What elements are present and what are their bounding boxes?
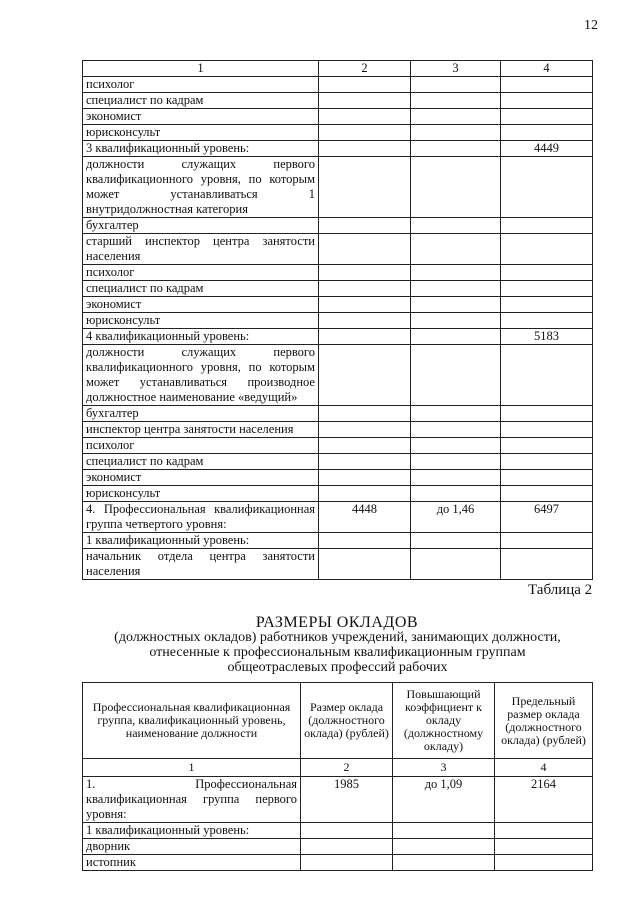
row-salary [319,406,411,422]
row-max-salary [501,422,593,438]
row-coefficient [393,823,495,839]
row-coefficient [411,157,501,218]
row-name: психолог [83,438,319,454]
row-salary [319,438,411,454]
row-max-salary [501,109,593,125]
table-body [83,777,593,871]
row-max-salary [501,533,593,549]
row-max-salary [501,345,593,406]
row-coefficient: до 1,46 [411,502,501,533]
table-row [83,265,593,281]
row-salary [319,470,411,486]
row-name: экономист [83,297,319,313]
table-row [83,502,593,533]
row-coefficient [411,77,501,93]
column-number-1: 1 [83,61,319,77]
row-max-salary [501,281,593,297]
row-salary [319,486,411,502]
header-max-salary: Предельный размер оклада (должностного оклада) (рублей) [495,683,593,759]
row-name: юрисконсульт [83,125,319,141]
row-max-salary [495,823,593,839]
row-coefficient [411,125,501,141]
row-name: 1 квалификационный уровень: [83,533,319,549]
row-max-salary [501,234,593,265]
table-row [83,157,593,218]
row-salary [319,77,411,93]
row-max-salary [501,454,593,470]
section-title: РАЗМЕРЫ ОКЛАДОВ [255,614,419,631]
row-coefficient [411,329,501,345]
row-name: бухгалтер [83,406,319,422]
row-coefficient [411,109,501,125]
row-name: юрисконсульт [83,486,319,502]
row-name: 1 квалификационный уровень: [83,823,301,839]
row-coefficient [411,281,501,297]
row-name: 4 квалификационный уровень: [83,329,319,345]
row-name: начальник отдела центра занятости населения [83,549,319,580]
table-row [83,313,593,329]
row-name: истопник [83,855,301,871]
table-row [83,281,593,297]
row-max-salary [501,486,593,502]
row-salary [319,93,411,109]
row-name: экономист [83,470,319,486]
table-row [83,345,593,406]
table-row [83,470,593,486]
row-name: дворник [83,839,301,855]
row-name: специалист по кадрам [83,281,319,297]
row-name: психолог [83,77,319,93]
row-salary [319,218,411,234]
row-salary [319,454,411,470]
row-salary [319,109,411,125]
row-salary [301,839,393,855]
column-number-1: 1 [83,759,301,777]
section-subtitle: (должностных окладов) работников учреждений, занимающих должности, отнесенные к профессиональным квалификационным группам общеотраслевых профессий рабочих [114,630,561,675]
row-name: инспектор центра занятости населения [83,422,319,438]
row-max-salary [501,265,593,281]
table-row [83,141,593,157]
row-salary [319,533,411,549]
row-salary [301,855,393,871]
row-max-salary: 6497 [501,502,593,533]
row-salary [319,234,411,265]
header-qualification-group: Профессиональная квалификационная группа, квалификационный уровень, наименование должности [83,683,301,759]
row-max-salary [501,438,593,454]
row-salary [319,549,411,580]
row-coefficient [411,438,501,454]
row-name: экономист [83,109,319,125]
table-row [83,549,593,580]
row-max-salary: 2164 [495,777,593,823]
column-number-4: 4 [501,61,593,77]
row-salary: 1985 [301,777,393,823]
row-coefficient [411,454,501,470]
row-coefficient [411,297,501,313]
row-max-salary [501,218,593,234]
row-coefficient [411,234,501,265]
page-number: 12 [584,18,598,33]
row-max-salary [501,93,593,109]
row-name: 1. Профессиональная квалификационная группа первого уровня: [83,777,301,823]
row-coefficient [411,470,501,486]
header-salary: Размер оклада (должностного оклада) (рублей) [301,683,393,759]
row-name: старший инспектор центра занятости населения [83,234,319,265]
row-max-salary [495,855,593,871]
row-coefficient [411,533,501,549]
column-number-2: 2 [301,759,393,777]
header-coefficient: Повышающий коэффициент к окладу (должностному окладу) [393,683,495,759]
row-salary [319,345,411,406]
row-name: психолог [83,265,319,281]
row-coefficient [393,839,495,855]
row-salary [319,157,411,218]
table-row [83,125,593,141]
table-row [83,218,593,234]
row-max-salary [501,470,593,486]
row-max-salary [501,549,593,580]
row-salary [319,281,411,297]
row-salary [319,422,411,438]
row-max-salary: 5183 [501,329,593,345]
row-max-salary [501,297,593,313]
row-name: должности служащих первого квалификационного уровня, по которым может устанавливаться 1 внутридолжностная категория [83,157,319,218]
table-2-label: Таблица 2 [528,582,593,598]
row-name: бухгалтер [83,218,319,234]
table-row [83,855,593,871]
row-max-salary [501,157,593,218]
table-row [83,109,593,125]
row-coefficient: до 1,09 [393,777,495,823]
table-row [83,77,593,93]
table-header-row [83,61,593,77]
table-row [83,93,593,109]
table-row [83,438,593,454]
row-max-salary [495,839,593,855]
table-body [83,77,593,580]
row-max-salary [501,406,593,422]
row-salary [319,265,411,281]
row-salary [319,329,411,345]
column-number-3: 3 [411,61,501,77]
row-coefficient [393,855,495,871]
row-max-salary [501,77,593,93]
table-row [83,406,593,422]
salary-table-continued [82,60,593,580]
column-number-4: 4 [495,759,593,777]
row-name: юрисконсульт [83,313,319,329]
table-row [83,486,593,502]
row-salary [319,141,411,157]
row-coefficient [411,406,501,422]
row-name: специалист по кадрам [83,454,319,470]
row-coefficient [411,265,501,281]
table-row [83,777,593,823]
row-coefficient [411,141,501,157]
row-coefficient [411,422,501,438]
table-number-row [83,759,593,777]
row-max-salary: 4449 [501,141,593,157]
table-row [83,234,593,265]
row-max-salary [501,313,593,329]
row-coefficient [411,345,501,406]
table-row [83,454,593,470]
table-row [83,839,593,855]
table-row [83,329,593,345]
row-coefficient [411,549,501,580]
row-salary [319,125,411,141]
table-row [83,823,593,839]
row-name: специалист по кадрам [83,93,319,109]
row-coefficient [411,218,501,234]
column-number-3: 3 [393,759,495,777]
row-coefficient [411,486,501,502]
row-name: 4. Профессиональная квалификационная группа четвертого уровня: [83,502,319,533]
row-name: должности служащих первого квалификационного уровня, по которым может устанавливаться производное должностное наименование «ведущий» [83,345,319,406]
row-salary: 4448 [319,502,411,533]
salary-table-workers [82,682,593,871]
row-salary [319,313,411,329]
row-coefficient [411,313,501,329]
row-coefficient [411,93,501,109]
row-salary [301,823,393,839]
table-row [83,422,593,438]
table-header-row [83,683,593,759]
table-row [83,297,593,313]
table-row [83,533,593,549]
row-max-salary [501,125,593,141]
row-name: 3 квалификационный уровень: [83,141,319,157]
row-salary [319,297,411,313]
column-number-2: 2 [319,61,411,77]
